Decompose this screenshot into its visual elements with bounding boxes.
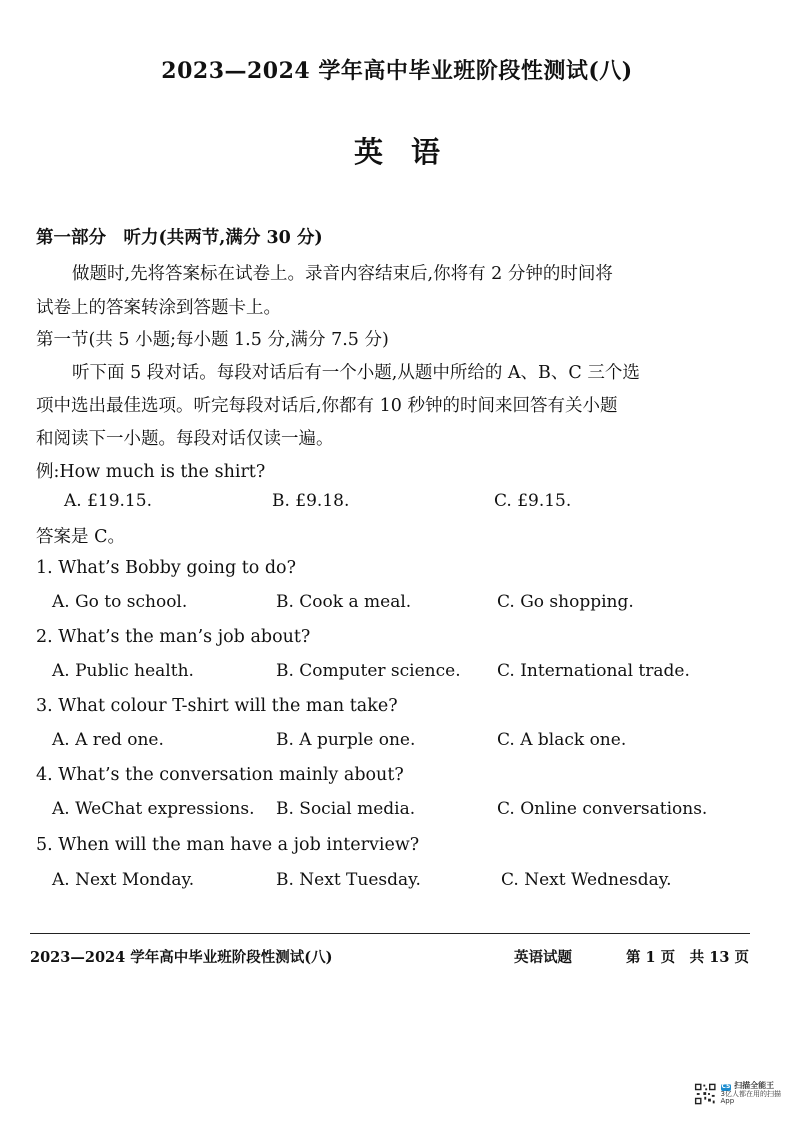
scanner-watermark — [694, 1080, 790, 1108]
question-5-option-a: A. Next Monday. — [52, 870, 195, 890]
question-2: 2. What’s the man’s job about? — [36, 627, 311, 647]
question-1: 1. What’s Bobby going to do? — [36, 558, 296, 578]
question-3-option-c: C. A black one. — [497, 730, 627, 750]
part1-intro-line2: 试卷上的答案转涂到答题卡上。 — [36, 298, 281, 318]
question-4-option-c: C. Online conversations. — [497, 799, 708, 819]
question-5-option-c: C. Next Wednesday. — [501, 870, 672, 890]
example-question: 例:How much is the shirt? — [36, 462, 266, 482]
example-option-a: A. £19.15. — [64, 491, 152, 511]
question-2-option-b: B. Computer science. — [276, 661, 461, 681]
example-option-b: B. £9.18. — [272, 491, 350, 511]
footer-page-number: 第 1 页 共 13 页 — [626, 949, 749, 966]
question-4-option-a: A. WeChat expressions. — [52, 799, 255, 819]
section1-instr-line3: 和阅读下一小题。每段对话仅读一遍。 — [36, 429, 334, 449]
question-4-option-b: B. Social media. — [276, 799, 416, 819]
example-option-c: C. £9.15. — [494, 491, 572, 511]
section1-instr-line2: 项中选出最佳选项。听完每段对话后,你都有 10 秒钟的时间来回答有关小题 — [36, 396, 618, 416]
question-2-option-a: A. Public health. — [52, 661, 194, 681]
footer-exam-name: 2023—2024 学年高中毕业班阶段性测试(八) — [30, 949, 333, 966]
question-5-option-b: B. Next Tuesday. — [276, 870, 421, 890]
example-answer: 答案是 C。 — [36, 527, 125, 547]
section1-heading: 第一节(共 5 小题;每小题 1.5 分,满分 7.5 分) — [36, 330, 389, 350]
scanner-tagline: 3亿人都在用的扫描App — [720, 1089, 781, 1106]
question-1-option-a: A. Go to school. — [52, 592, 188, 612]
scanner-app-name: 扫描全能王 — [734, 1080, 775, 1090]
subject-title: 英语 — [353, 135, 468, 169]
question-3: 3. What colour T-shirt will the man take? — [36, 696, 398, 716]
section1-instr-line1: 听下面 5 段对话。每段对话后有一个小题,从题中所给的 A、B、C 三个选 — [72, 363, 640, 383]
question-2-option-c: C. International trade. — [497, 661, 690, 681]
question-1-option-c: C. Go shopping. — [497, 592, 634, 612]
question-3-option-b: B. A purple one. — [276, 730, 416, 750]
footer-subject: 英语试题 — [514, 949, 572, 966]
exam-title: 2023—2024 学年高中毕业班阶段性测试(八) — [161, 58, 633, 84]
qr-code-icon — [694, 1082, 717, 1106]
question-4: 4. What’s the conversation mainly about? — [36, 765, 404, 785]
footer-divider — [30, 933, 750, 934]
question-1-option-b: B. Cook a meal. — [276, 592, 412, 612]
part1-intro-line1: 做题时,先将答案标在试卷上。录音内容结束后,你将有 2 分钟的时间将 — [72, 264, 613, 284]
cs-logo-icon: CS — [721, 1082, 731, 1090]
question-5: 5. When will the man have a job interview? — [36, 835, 420, 855]
part1-heading: 第一部分 听力(共两节,满分 30 分) — [36, 228, 323, 248]
question-3-option-a: A. A red one. — [52, 730, 164, 750]
